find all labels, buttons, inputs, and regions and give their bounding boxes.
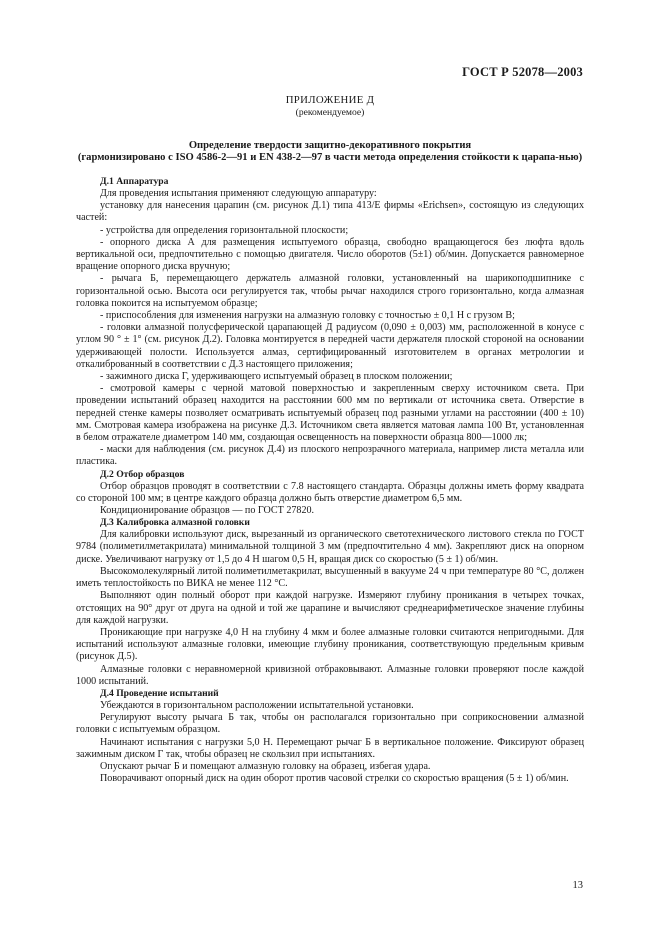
standard-number: ГОСТ Р 52078—2003 xyxy=(462,65,583,79)
appendix-title: ПРИЛОЖЕНИЕ Д xyxy=(285,94,375,106)
paragraph: Выполняют один полный оборот при каждой нагрузке. Измеряют глубину проникания в четырех точках, отстоящих на 90° друг от друга на одной и той же царапине и вычисляют среднеарифметическое значение глубины для каждой нагрузки. xyxy=(76,590,584,626)
paragraph: Отбор образцов проводят в соответствии с 7.8 настоящего стандарта. Образцы должны иметь форму квадрата со стороной 100 мм; в центре каждого образца должно быть отверстие диаметром 6,5 мм. xyxy=(76,480,584,504)
paragraph: Высокомолекулярный литой полиметилметакрилат, высушенный в вакууме 24 ч при температуре 80 °С, должен иметь теплостойкость по ВИКА не менее 112 °С. xyxy=(76,565,584,590)
list-item: - маски для наблюдения (см. рисунок Д.4) из плоского непрозрачного материала, например листа металла или пластика. xyxy=(76,444,584,468)
paragraph: Для калибровки используют диск, вырезанный из органического светотехнического листового стекла по ГОСТ 9784 (полиметилметакрилата) минимальной толщиной 3 мм (предпочтительно 4 мм). Закрепляют диск на опорном диске. Увеличивают нагрузку от 1,5 до 4 Н шагом 0,5 Н, вращая диск со скоростью (5 ± 1) об/мин. xyxy=(76,529,584,565)
appendix-subtitle: (рекомендуемое) xyxy=(295,107,365,118)
appendix-header xyxy=(76,94,584,118)
paragraph: Регулируют высоту рычага Б так, чтобы он располагался горизонтально при соприкосновении алмазной головки с испытуемым образцом. xyxy=(76,712,584,736)
list-item: - приспособления для изменения нагрузки на алмазную головку с точностью ± 0,1 Н с грузом В; xyxy=(100,310,515,322)
paragraph: установку для нанесения царапин (см. рисунок Д.1) типа 413/Е фирмы «Erichsen», состоящую из следующих частей: xyxy=(76,200,584,224)
section-title-d3: Д.3 Калибровка алмазной головки xyxy=(100,517,250,529)
appendix-heading xyxy=(76,140,584,164)
section-title-d2: Д.2 Отбор образцов xyxy=(100,468,185,480)
list-item: - устройства для определения горизонтальной плоскости; xyxy=(100,224,349,236)
list-item: - смотровой камеры с черной матовой поверхностью и закрепленным сверху источником света. При проведении испытаний образец находится на расстоянии 600 мм по вертикали от источника света. Отверстие в передней стенке камеры позволяет осматривать испытуемый образец под разными углами на расстоянии (400 ± 10) мм. Смотровая камера изображена на рисунке Д.3. Источником света является матовая лампа 100 Вт, установленная в белом отражателе диаметром 140 мм, создающая освещенность на поверхности образца 800—1000 лк; xyxy=(76,383,584,444)
appendix-heading-line1: Определение твердости защитно-декоративного покрытия xyxy=(188,140,472,151)
appendix-heading-line2: (гармонизировано с ISO 4586-2—91 и EN 438-2—97 в части метода определения стойкости к царапа-нью) xyxy=(77,152,583,163)
paragraph: Поворачивают опорный диск на один оборот против часовой стрелки со скоростью вращения (5 ± 1) об/мин. xyxy=(100,773,569,785)
paragraph: Проникающие при нагрузке 4,0 Н на глубину 4 мкм и более алмазные головки считаются непригодными. Для испытаний используют алмазные головки, имеющие глубину проникания, соответствующую предельным кривым (рисунок Д.5). xyxy=(76,626,584,663)
list-item: - рычага Б, перемещающего держатель алмазной головки, установленный на шарикоподшипнике с горизонтальной осью. Высота оси регулируется так, чтобы рычаг находился строго горизонтально, когда алмазная головка покоится на испытуемом образце; xyxy=(76,273,584,309)
list-item: - зажимного диска Г, удерживающего испытуемый образец в плоском положении; xyxy=(100,371,453,383)
paragraph: Кондиционирование образцов — по ГОСТ 27820. xyxy=(100,505,315,517)
section-title-d1: Д.1 Аппаратура xyxy=(100,176,169,187)
paragraph: Опускают рычаг Б и помещают алмазную головку на образец, избегая удара. xyxy=(100,760,431,772)
paragraph: Убеждаются в горизонтальном расположении испытательной установки. xyxy=(100,699,414,711)
section-title-d4: Д.4 Проведение испытаний xyxy=(100,687,219,699)
page-content xyxy=(76,94,584,785)
list-item: - головки алмазной полусферической царапающей Д радиусом (0,090 ± 0,003) мм, расположенной в конусе с углом 90 ° ± 1° (см. рисунок Д.2). Головка монтируется в передней части держателя плоской стороной на основании удерживающей полости. Используется алмаз, сертифицированный изготовителем в органах метрологии и откалиброванный в соответствии с Д.3 настоящего приложения; xyxy=(76,322,584,370)
page-number: 13 xyxy=(572,880,583,891)
list-item: - опорного диска А для размещения испытуемого образца, свободно вращающегося без люфта вдоль вертикальной оси, предпочтительно с помощью двигателя. Число оборотов (5±1) об/мин. Допускается равномерное вращение опорного диска вручную; xyxy=(76,236,584,273)
paragraph: Начинают испытания с нагрузки 5,0 Н. Перемещают рычаг Б в вертикальное положение. Фиксируют образец зажимным диском Г так, чтобы образец не скользил при испытаниях. xyxy=(76,736,584,760)
paragraph: Для проведения испытания применяют следующую аппаратуру: xyxy=(100,188,377,199)
paragraph: Алмазные головки с неравномерной кривизной отбраковывают. Алмазные головки проверяют после каждой 1000 испытаний. xyxy=(76,663,584,687)
